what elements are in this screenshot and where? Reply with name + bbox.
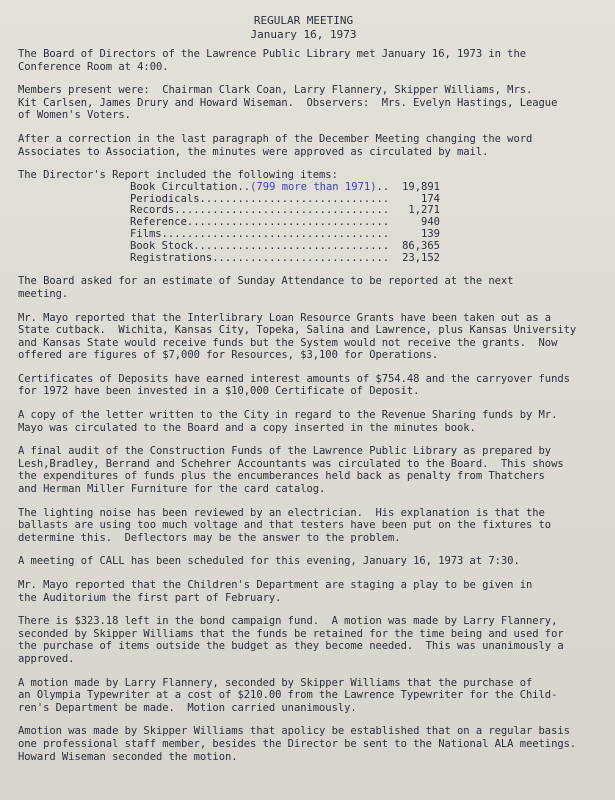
text-line: Members present were: Chairman Clark Coan, Larry Flannery, Skipper Williams, Mrs. bbox=[18, 84, 533, 97]
text-line: seconded by Skipper Williams that the funds be retained for the time being and used for bbox=[18, 627, 564, 640]
text-line: ballasts are using too much voltage and that testers have been put on the fixtures to bbox=[18, 519, 552, 532]
text-line: meeting. bbox=[18, 287, 69, 300]
leader-dots: .................................... bbox=[161, 228, 390, 240]
meeting-date: January 16, 1973 bbox=[250, 28, 357, 41]
report-item-value: 940 bbox=[421, 216, 440, 229]
text-line: one professional staff member, besides the Director be sent to the National ALA meetings. bbox=[18, 737, 577, 750]
report-item bbox=[130, 194, 440, 206]
report-item-value: 86,365 bbox=[402, 239, 440, 252]
text-line: the purchase of items outside the budget as they become needed. This was unanimously a bbox=[18, 640, 564, 653]
text-line: approved. bbox=[18, 652, 75, 665]
meeting-title: REGULAR MEETING bbox=[253, 14, 354, 27]
handwritten-note: (799 more than 1971) bbox=[250, 180, 377, 193]
text-line: The lighting noise has been reviewed by an electrician. His explanation is that the bbox=[18, 506, 545, 519]
correction-paragraph bbox=[18, 133, 589, 158]
report-item bbox=[130, 217, 440, 229]
sunday-paragraph bbox=[18, 275, 589, 300]
report-item-label: Films bbox=[130, 227, 162, 240]
report-item-label: Records bbox=[130, 204, 175, 217]
report-item bbox=[130, 182, 440, 194]
report-item-label: Registrations bbox=[130, 251, 213, 264]
text-line: Associates to Association, the minutes were approved as circulated by mail. bbox=[18, 145, 489, 158]
report-item-value: 23,152 bbox=[402, 251, 440, 264]
revenue-paragraph bbox=[18, 409, 589, 434]
leader-dots: .. bbox=[376, 181, 390, 193]
text-line: After a correction in the last paragraph of the December Meeting changing the word bbox=[18, 132, 533, 145]
report-item bbox=[130, 229, 440, 241]
text-line: The Board asked for an estimate of Sunday Attendance to be reported at the next bbox=[18, 275, 514, 288]
report-item-value: 19,891 bbox=[402, 180, 440, 193]
text-line: determine this. Deflectors may be the answer to the problem. bbox=[18, 531, 401, 544]
leader-dots: ............................ bbox=[212, 252, 390, 264]
text-line: Mr. Mayo reported that the Interlibrary Loan Resource Grants have been taken out as a bbox=[18, 311, 552, 324]
text-line: and Kansas State would receive funds but the System would not receive the grants. Now bbox=[18, 336, 558, 349]
leader-dots: ............................... bbox=[193, 240, 390, 252]
bond-paragraph bbox=[18, 615, 589, 665]
report-item-value: 139 bbox=[421, 227, 440, 240]
text-line: Howard Wiseman seconded the motion. bbox=[18, 750, 238, 763]
text-line: and Herman Miller Furniture for the card catalog. bbox=[18, 483, 326, 496]
text-line: Mr. Mayo reported that the Children's Department are staging a play to be given in bbox=[18, 579, 533, 592]
text-line: A final audit of the Construction Funds of the Lawrence Public Library as prepared by bbox=[18, 445, 552, 458]
interlibrary-paragraph bbox=[18, 312, 589, 362]
text-line: A copy of the letter written to the City in regard to the Revenue Sharing funds by Mr. bbox=[18, 409, 558, 422]
text-line: ren's Department be made. Motion carried unanimously. bbox=[18, 701, 357, 714]
text-line: offered are figures of $7,000 for Resources, $3,100 for Operations. bbox=[18, 349, 439, 362]
text-line: State cutback. Wichita, Kansas City, Topeka, Salina and Lawrence, plus Kansas University bbox=[18, 324, 577, 337]
text-line: for 1972 have been invested in a $10,000 Certificate of Deposit. bbox=[18, 385, 420, 398]
text-line: Conference Room at 4:00. bbox=[18, 60, 169, 73]
report-item bbox=[130, 241, 440, 253]
text-line: the expenditures of funds plus the encumberances held back as penalty from Thatchers bbox=[18, 470, 545, 483]
text-line: an Olympia Typewriter at a cost of $210.00 from the Lawrence Typewriter for the Child- bbox=[18, 689, 558, 702]
leader-dots: ................................ bbox=[186, 217, 390, 229]
director-report-list bbox=[130, 182, 589, 265]
leader-dots: .............................. bbox=[199, 193, 390, 205]
call-paragraph bbox=[18, 555, 589, 568]
text-line: Amotion was made by Skipper Williams that apolicy be established that on a regular basis bbox=[18, 725, 570, 738]
report-item-label: Periodicals bbox=[130, 192, 200, 205]
text-line: The Board of Directors of the Lawrence Public Library met January 16, 1973 in the bbox=[18, 48, 526, 60]
text-line: Certificates of Deposits have earned interest amounts of $754.48 and the carryover funds bbox=[18, 372, 570, 385]
report-item-label: Book Stock bbox=[130, 239, 194, 252]
text-line: Mayo was circulated to the Board and a copy inserted in the minutes book. bbox=[18, 421, 476, 434]
text-line: of Women's Voters. bbox=[18, 109, 131, 122]
report-item-label: Reference bbox=[130, 216, 187, 229]
text-line: A motion made by Larry Flannery, seconded by Skipper Williams that the purchase of bbox=[18, 676, 533, 689]
text-line: Kit Carlsen, James Drury and Howard Wiseman. Observers: Mrs. Evelyn Hastings, League bbox=[18, 96, 558, 109]
audit-paragraph bbox=[18, 445, 589, 495]
typewriter-paragraph bbox=[18, 677, 589, 715]
text-line: A meeting of CALL has been scheduled for this evening, January 16, 1973 at 7:30. bbox=[18, 555, 520, 568]
report-item-value: 1,271 bbox=[408, 204, 440, 217]
report-item bbox=[130, 253, 440, 265]
text-line: Lesh,Bradley, Berrand and Schehrer Accountants was circulated to the Board. This shows bbox=[18, 457, 564, 470]
certificates-paragraph bbox=[18, 373, 589, 398]
lighting-paragraph bbox=[18, 507, 589, 545]
report-item-label: Book Circultation.. bbox=[130, 180, 251, 193]
play-paragraph bbox=[18, 579, 589, 604]
leader-dots: .................................. bbox=[174, 205, 390, 217]
text-line: the Auditorium the first part of February. bbox=[18, 591, 282, 604]
members-paragraph bbox=[18, 84, 589, 122]
intro-paragraph bbox=[18, 48, 589, 73]
ala-paragraph bbox=[18, 725, 589, 763]
report-item-value: 174 bbox=[421, 192, 440, 205]
text-line: There is $323.18 left in the bond campaign fund. A motion was made by Larry Flannery, bbox=[18, 615, 558, 628]
report-intro: The Director's Report included the following items: bbox=[18, 169, 338, 182]
